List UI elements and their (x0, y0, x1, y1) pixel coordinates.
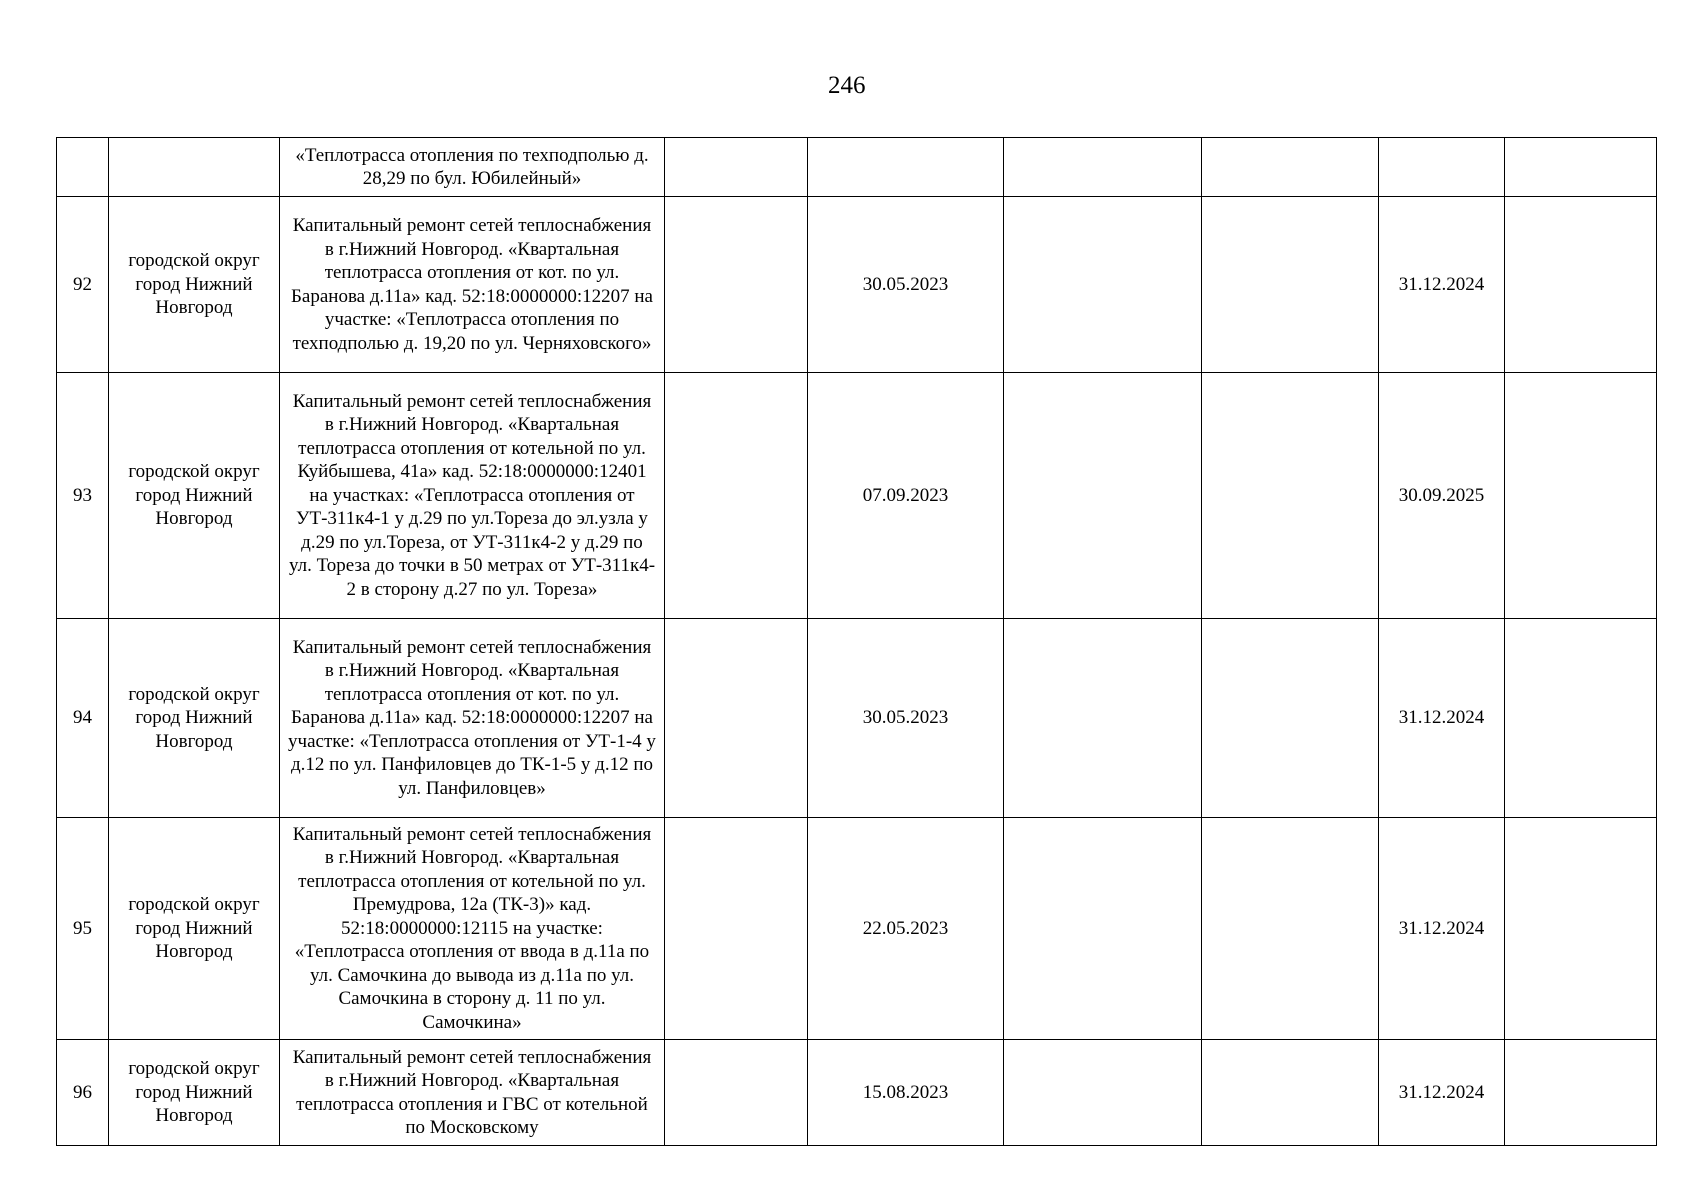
start-date-cell: 30.05.2023 (808, 197, 1004, 373)
start-date-cell: 07.09.2023 (808, 373, 1004, 619)
start-date-cell: 15.08.2023 (808, 1040, 1004, 1146)
district-cell: городской округ город Нижний Новгород (109, 619, 280, 818)
empty-cell (1004, 1040, 1202, 1146)
empty-cell (1004, 138, 1202, 197)
empty-cell (1505, 818, 1657, 1040)
empty-cell (665, 138, 808, 197)
empty-cell (1202, 197, 1379, 373)
empty-cell (1004, 373, 1202, 619)
start-date-cell: 30.05.2023 (808, 619, 1004, 818)
empty-cell (1505, 197, 1657, 373)
description-cell: Капитальный ремонт сетей теплоснабжения в г.Нижний Новгород. «Квартальная теплотрасса отопления от котельной по ул. Куйбышева, 41а» кад. 52:18:0000000:12401 на участках: «Теплотрасса отопления от УТ-311к4-1 у д.29 по ул.Тореза до эл.узла у д.29 по ул.Тореза, от УТ-311к4-2 у д.29 по ул. Тореза до точки в 50 метрах от УТ-311к4-2 в сторону д.27 по ул. Тореза» (280, 373, 665, 619)
row-number-cell: 96 (57, 1040, 109, 1146)
table-row (57, 818, 1657, 1040)
district-cell: городской округ город Нижний Новгород (109, 373, 280, 619)
table-row (57, 373, 1657, 619)
start-date-cell (808, 138, 1004, 197)
empty-cell (1202, 138, 1379, 197)
district-cell (109, 138, 280, 197)
empty-cell (1202, 619, 1379, 818)
end-date-cell: 31.12.2024 (1379, 619, 1505, 818)
table-row (57, 197, 1657, 373)
empty-cell (1202, 818, 1379, 1040)
empty-cell (665, 619, 808, 818)
end-date-cell: 30.09.2025 (1379, 373, 1505, 619)
description-cell: Капитальный ремонт сетей теплоснабжения в г.Нижний Новгород. «Квартальная теплотрасса отопления от кот. по ул. Баранова д.11а» кад. 52:18:0000000:12207 на участке: «Теплотрасса отопления по техподполью д. 19,20 по ул. Черняховского» (280, 197, 665, 373)
empty-cell (1505, 373, 1657, 619)
row-number-cell: 93 (57, 373, 109, 619)
row-number-cell: 92 (57, 197, 109, 373)
empty-cell (665, 373, 808, 619)
end-date-cell (1379, 138, 1505, 197)
empty-cell (1505, 619, 1657, 818)
district-cell: городской округ город Нижний Новгород (109, 197, 280, 373)
district-cell: городской округ город Нижний Новгород (109, 1040, 280, 1146)
empty-cell (665, 197, 808, 373)
description-cell: Капитальный ремонт сетей теплоснабжения в г.Нижний Новгород. «Квартальная теплотрасса отопления от котельной по ул. Премудрова, 12а (ТК-3)» кад. 52:18:0000000:12115 на участке: «Теплотрасса отопления от ввода в д.11а по ул. Самочкина до вывода из д.11а по ул. Самочкина в сторону д. 11 по ул. Самочкина» (280, 818, 665, 1040)
end-date-cell: 31.12.2024 (1379, 818, 1505, 1040)
empty-cell (1004, 619, 1202, 818)
empty-cell (1004, 197, 1202, 373)
empty-cell (1202, 1040, 1379, 1146)
empty-cell (1202, 373, 1379, 619)
page-number: 246 (828, 72, 866, 99)
table-row (57, 1040, 1657, 1146)
empty-cell (1505, 138, 1657, 197)
empty-cell (1505, 1040, 1657, 1146)
end-date-cell: 31.12.2024 (1379, 1040, 1505, 1146)
description-cell: Капитальный ремонт сетей теплоснабжения в г.Нижний Новгород. «Квартальная теплотрасса отопления и ГВС от котельной по Московскому (280, 1040, 665, 1146)
table-row (57, 138, 1657, 197)
district-cell: городской округ город Нижний Новгород (109, 818, 280, 1040)
start-date-cell: 22.05.2023 (808, 818, 1004, 1040)
empty-cell (1004, 818, 1202, 1040)
empty-cell (665, 1040, 808, 1146)
description-cell: Капитальный ремонт сетей теплоснабжения в г.Нижний Новгород. «Квартальная теплотрасса отопления от кот. по ул. Баранова д.11а» кад. 52:18:0000000:12207 на участке: «Теплотрасса отопления от УТ-1-4 у д.12 по ул. Панфиловцев до ТК-1-5 у д.12 по ул. Панфиловцев» (280, 619, 665, 818)
works-table (56, 137, 1657, 1146)
description-cell: «Теплотрасса отопления по техподполью д. 28,29 по бул. Юбилейный» (280, 138, 665, 197)
row-number-cell: 94 (57, 619, 109, 818)
row-number-cell (57, 138, 109, 197)
empty-cell (665, 818, 808, 1040)
table-row (57, 619, 1657, 818)
row-number-cell: 95 (57, 818, 109, 1040)
end-date-cell: 31.12.2024 (1379, 197, 1505, 373)
